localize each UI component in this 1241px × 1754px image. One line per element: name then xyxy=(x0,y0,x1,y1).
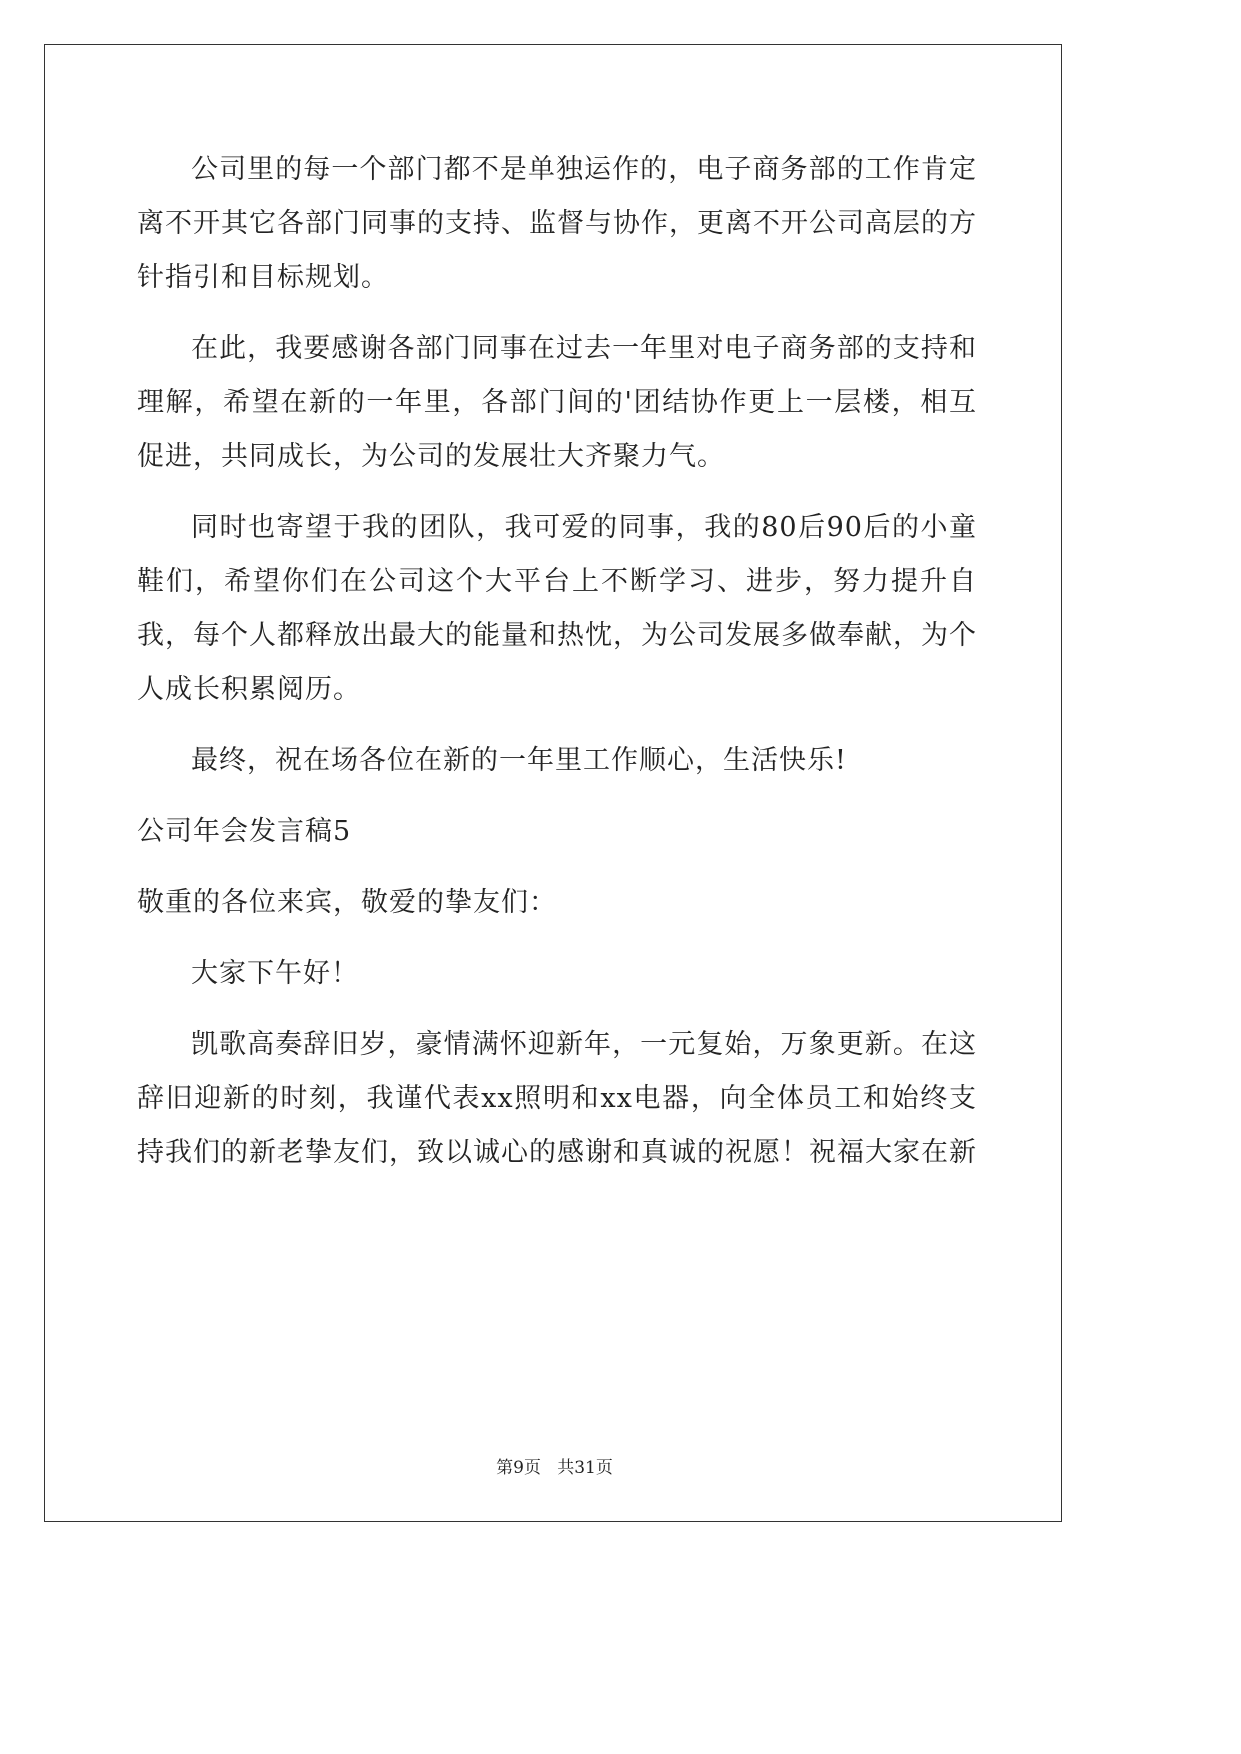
greeting: 大家下午好！ xyxy=(191,958,359,989)
page-total: 共31页 xyxy=(557,1458,613,1478)
paragraph-new-year: 凯歌高奏辞旧岁，豪情满怀迎新年，一元复始，万象更新。在这辞旧迎新的时刻，我谨代表xx照明和xx电器，向全体员工和始终支持我们的新老挚友们，致以诚心的感谢和真诚的祝愿！祝福大家在新 xyxy=(137,1029,977,1168)
paragraph-team: 同时也寄望于我的团队，我可爱的同事，我的80后90后的小童鞋们，希望你们在公司这个大平台上不断学习、进步，努力提升自我，每个人都释放出最大的能量和热忱，为公司发展多做奉献，为个人成长积累阅历。 xyxy=(137,512,977,705)
paragraph-departments: 公司里的每一个部门都不是单独运作的，电子商务部的工作肯定离不开其它各部门同事的支持、监督与协作，更离不开公司高层的方针指引和目标规划。 xyxy=(137,154,977,293)
page-footer xyxy=(0,1453,1109,1478)
paragraph-closing-wish: 最终，祝在场各位在新的一年里工作顺心，生活快乐! xyxy=(191,745,847,776)
document-body xyxy=(137,143,977,1197)
salutation: 敬重的各位来宾，敬爱的挚友们： xyxy=(137,887,557,918)
paragraph-thanks: 在此，我要感谢各部门同事在过去一年里对电子商务部的支持和理解，希望在新的一年里，各部门间的'团结协作更上一层楼，相互促进，共同成长，为公司的发展壮大齐聚力气。 xyxy=(137,333,977,472)
page-number: 第9页 xyxy=(496,1458,541,1478)
section-heading: 公司年会发言稿5 xyxy=(137,816,352,847)
